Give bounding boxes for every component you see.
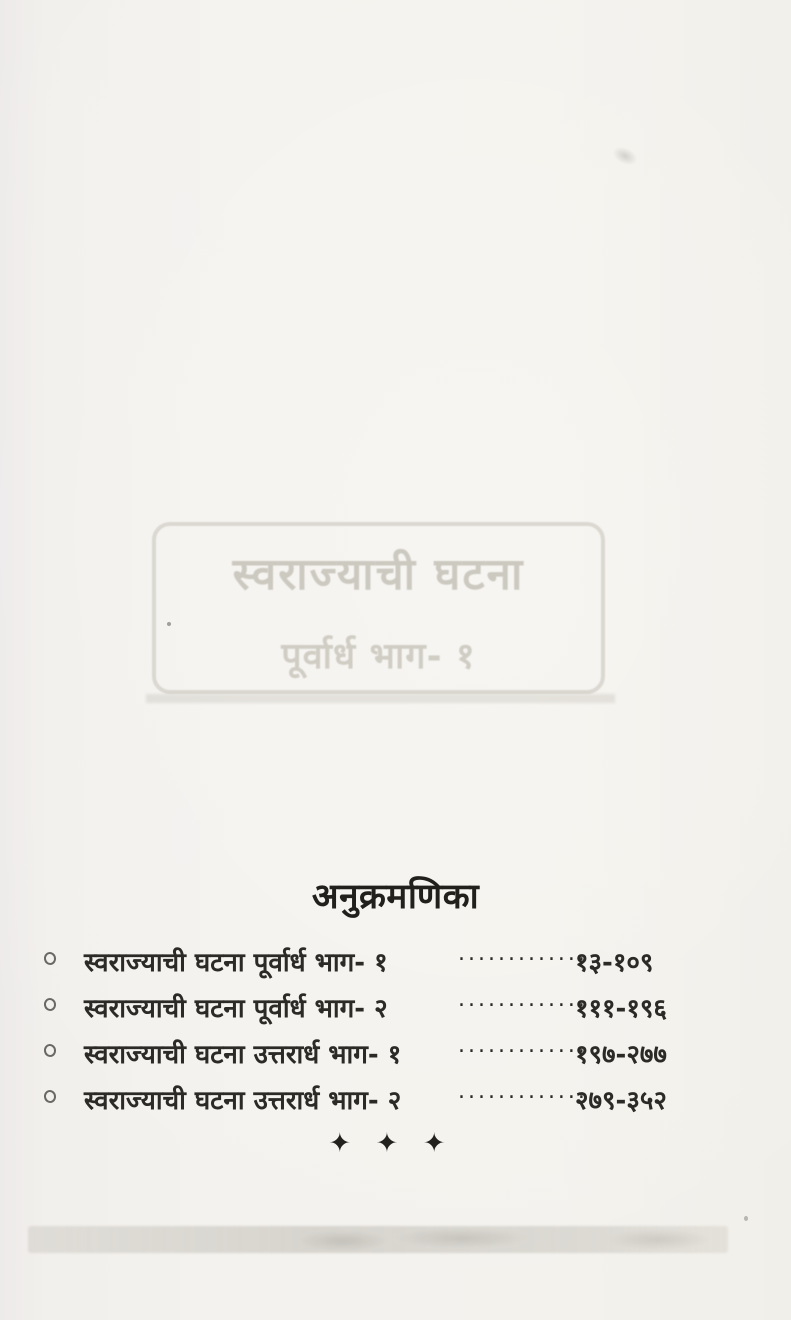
toc-heading: अनुक्रमणिका [311, 877, 480, 917]
toc-entry-title: स्वराज्याची घटना पूर्वार्ध भाग- १ [84, 948, 388, 978]
toc-page-range: १९७-२७७ [575, 1040, 667, 1070]
paper-speck [744, 1216, 748, 1221]
paper-smudge [610, 143, 640, 168]
toc-dot-leader: ............. [458, 1079, 588, 1104]
toc-page-range: २७९-३५२ [575, 1086, 667, 1116]
toc-page-range: १३-१०९ [575, 948, 654, 978]
toc-page-range: १११-१९६ [575, 994, 667, 1024]
toc-entry-title: स्वराज्याची घटना पूर्वार्ध भाग- २ [84, 994, 388, 1024]
toc-entry-title: स्वराज्याची घटना उत्तरार्ध भाग- १ [84, 1040, 402, 1070]
toc-dot-leader: ............. [458, 941, 588, 966]
paper-speck [167, 622, 171, 626]
toc-entry-title: स्वराज्याची घटना उत्तरार्ध भाग- २ [84, 1086, 402, 1116]
toc-row [0, 943, 791, 989]
toc-row [0, 1081, 791, 1127]
circle-bullet-icon [43, 997, 57, 1012]
circle-bullet-icon [43, 951, 57, 966]
show-through-title-box [152, 522, 605, 694]
circle-bullet-icon [43, 1089, 57, 1104]
circle-bullet-icon [43, 1043, 57, 1058]
toc-row [0, 1035, 791, 1081]
show-through-book-title: स्वराज्याची घटना [232, 549, 525, 600]
toc-dot-leader: ............. [458, 1033, 588, 1058]
show-through-book-subtitle: पूर्वार्ध भाग- १ [281, 636, 476, 677]
section-end-stars: ✦ ✦ ✦ [328, 1128, 454, 1159]
show-through-footer-band [28, 1226, 728, 1253]
toc-dot-leader: ............. [458, 987, 588, 1012]
toc-row [0, 989, 791, 1035]
